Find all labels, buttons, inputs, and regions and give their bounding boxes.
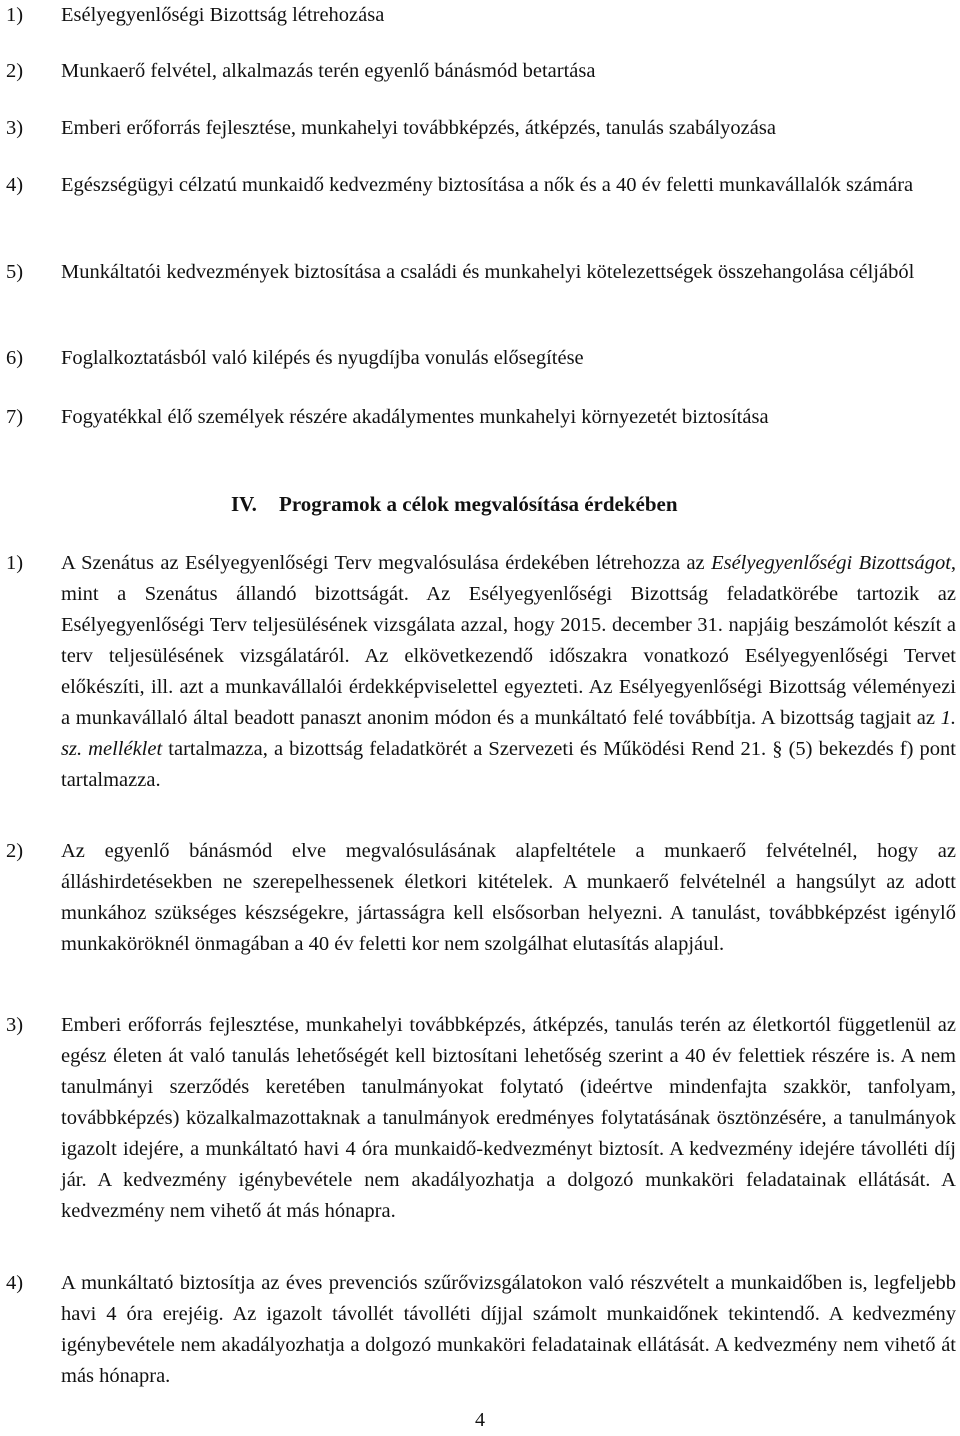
goal-text: Munkaerő felvétel, alkalmazás terén egyenlő bánásmód betartása	[61, 60, 596, 82]
program-text-part: A Szenátus az Esélyegyenlőségi Terv megvalósulása érdekében létrehozza az	[61, 552, 705, 574]
program-text	[61, 548, 956, 796]
goal-number: 3)	[6, 117, 24, 139]
program-text-part: tartalmazza, a bizottság feladatkörét a Szervezeti és Működési Rend 21. § (5) bekezdés f) pont tartalmazza.	[61, 738, 957, 791]
goal-number: 1)	[6, 4, 24, 26]
program-number: 1)	[6, 552, 24, 574]
page-number: 4	[475, 1409, 485, 1431]
goal-number: 4)	[6, 174, 24, 196]
section-title: Programok a célok megvalósítása érdekében	[279, 492, 678, 516]
goal-text: Fogyatékkal élő személyek részére akadálymentes munkahelyi környezetét biztosítása	[61, 406, 769, 428]
program-number: 4)	[6, 1272, 24, 1294]
program-number: 3)	[6, 1014, 24, 1036]
program-number: 2)	[6, 840, 24, 862]
program-text: Az egyenlő bánásmód elve megvalósulásának alapfeltétele a munkaerő felvételnél, hogy az álláshirdetésekben ne szerepelhessenek életkori kitételek. A munkaerő felvételnél a hangsúlyt az adott munkához szükséges készségekre, jártasságra kell elsősorban helyezni. A tanulást, továbbképzést igénylő munkaköröknél önmagában a 40 év feletti kor nem szolgálhat elutasítás alapjául.	[61, 840, 956, 955]
program-text: A munkáltató biztosítja az éves prevenciós szűrővizsgálatokon való részvételt a munkaidőben is, legfeljebb havi 4 óra erejéig. Az igazolt távollét távolléti díjjal számolt munkaidőnek tekintendő. A kedvezmény igénybevétele nem akadályozhatja a dolgozó munkaköri feladatainak ellátását. A kedvezmény nem vihető át más hónapra.	[61, 1272, 956, 1387]
goal-text: Esélyegyenlőségi Bizottság létrehozása	[61, 4, 385, 26]
goal-number: 5)	[6, 261, 24, 283]
goal-text: Egészségügyi célzatú munkaidő kedvezmény biztosítása a nők és a 40 év feletti munkavállalók számára	[61, 174, 914, 196]
goal-number: 7)	[6, 406, 24, 428]
section-number: IV.	[231, 492, 257, 516]
goal-text: Foglalkoztatásból való kilépés és nyugdíjba vonulás elősegítése	[61, 347, 584, 369]
goal-number: 2)	[6, 60, 24, 82]
goal-number: 6)	[6, 347, 24, 369]
program-text-italic: 1. sz. melléklet	[61, 707, 957, 760]
goal-text: Emberi erőforrás fejlesztése, munkahelyi továbbképzés, átképzés, tanulás szabályozása	[61, 117, 776, 139]
program-text: Emberi erőforrás fejlesztése, munkahelyi továbbképzés, átképzés, tanulás terén az életkortól függetlenül az egész életen át való tanulás lehetőségét kell biztosítani lehetőség szerint a 40 év felettiek részére is. A nem tanulmányi szerződés keretében tanulmányokat folytató (ideértve mindenfajta szakkör, tanfolyam, továbbképzés) közalkalmazottaknak a tanulmányok eredményes folytatásának ösztönzésére, a tanulmányok igazolt idejére, a munkáltató havi 4 óra munkaidő-kedvezményt biztosít. A kedvezmény idejére távolléti díj jár. A kedvezmény igénybevétele nem akadályozhatja a dolgozó munkaköri feladatainak ellátását. A kedvezmény nem vihető át más hónapra.	[61, 1014, 956, 1222]
goal-text: Munkáltatói kedvezmények biztosítása a családi és munkahelyi kötelezettségek összehangolása céljából	[61, 261, 915, 283]
program-text-part: , mint a Szenátus állandó bizottságát. Az Esélyegyenlőségi Bizottság feladatkörébe tartozik az Esélyegyenlőségi Terv teljesülésének vizsgálata azzal, hogy 2015. december 31. napjáig beszámolót készít a terv teljesülésének vizsgálatáról. Az elkövetkezendő időszakra vonatkozó Esélyegyenlőségi Tervet előkészíti, ill. azt a munkavállalói érdekképviselettel egyezteti. Az Esélyegyenlőségi Bizottság véleményezi a munkavállaló által beadott panaszt anonim módon és a munkáltató felé továbbítja. A bizottság tagjait az	[61, 552, 957, 729]
program-text-italic: Esélyegyenlőségi Bizottságot	[711, 552, 951, 574]
